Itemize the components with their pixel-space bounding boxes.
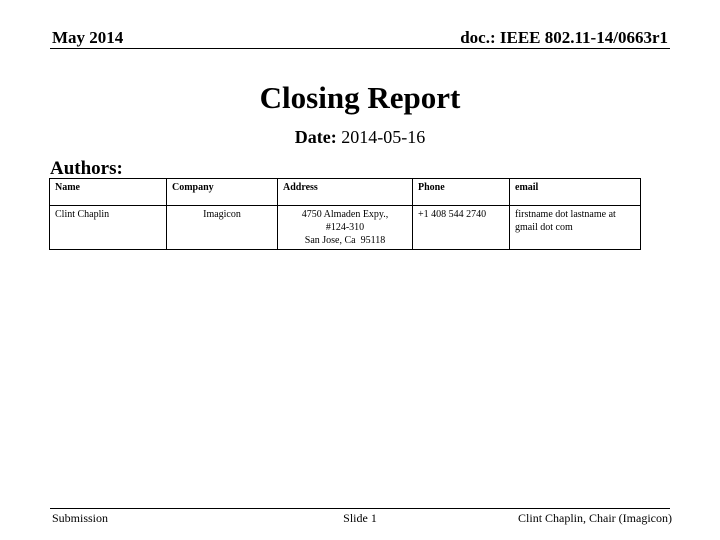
date-value: 2014-05-16 bbox=[341, 127, 426, 147]
author-name-cell: Clint Chaplin bbox=[50, 206, 167, 250]
column-header-company: Company bbox=[167, 179, 278, 206]
date-line bbox=[0, 127, 720, 148]
author-email-cell bbox=[510, 206, 641, 250]
header-date: May 2014 bbox=[52, 28, 124, 47]
author-phone-cell: +1 408 544 2740 bbox=[413, 206, 510, 250]
footer-divider bbox=[50, 508, 670, 509]
author-company-cell: Imagicon bbox=[167, 206, 278, 250]
date-label: Date: bbox=[294, 127, 337, 147]
header-divider bbox=[50, 48, 670, 49]
table-row bbox=[50, 206, 641, 250]
authors-table bbox=[49, 178, 641, 250]
address-line: San Jose, Ca 95118 bbox=[304, 235, 386, 246]
footer-submission: Submission bbox=[52, 511, 109, 525]
header-doc-id: doc.: IEEE 802.11-14/0663r1 bbox=[460, 28, 668, 47]
address-line: 4750 Almaden Expy., bbox=[301, 209, 389, 220]
authors-table-header-row bbox=[50, 179, 641, 206]
column-header-address: Address bbox=[278, 179, 413, 206]
column-header-phone: Phone bbox=[413, 179, 510, 206]
slide-title: Closing Report bbox=[259, 80, 461, 115]
address-line: #124-310 bbox=[325, 222, 365, 233]
authors-heading: Authors: bbox=[50, 158, 123, 179]
email-line: firstname dot lastname at bbox=[515, 209, 616, 220]
footer-author: Clint Chaplin, Chair (Imagicon) bbox=[518, 511, 672, 525]
email-line: gmail dot com bbox=[515, 222, 573, 233]
footer-slide-number: Slide 1 bbox=[343, 511, 377, 525]
column-header-name: Name bbox=[50, 179, 167, 206]
author-address-cell bbox=[278, 206, 413, 250]
column-header-email: email bbox=[510, 179, 641, 206]
